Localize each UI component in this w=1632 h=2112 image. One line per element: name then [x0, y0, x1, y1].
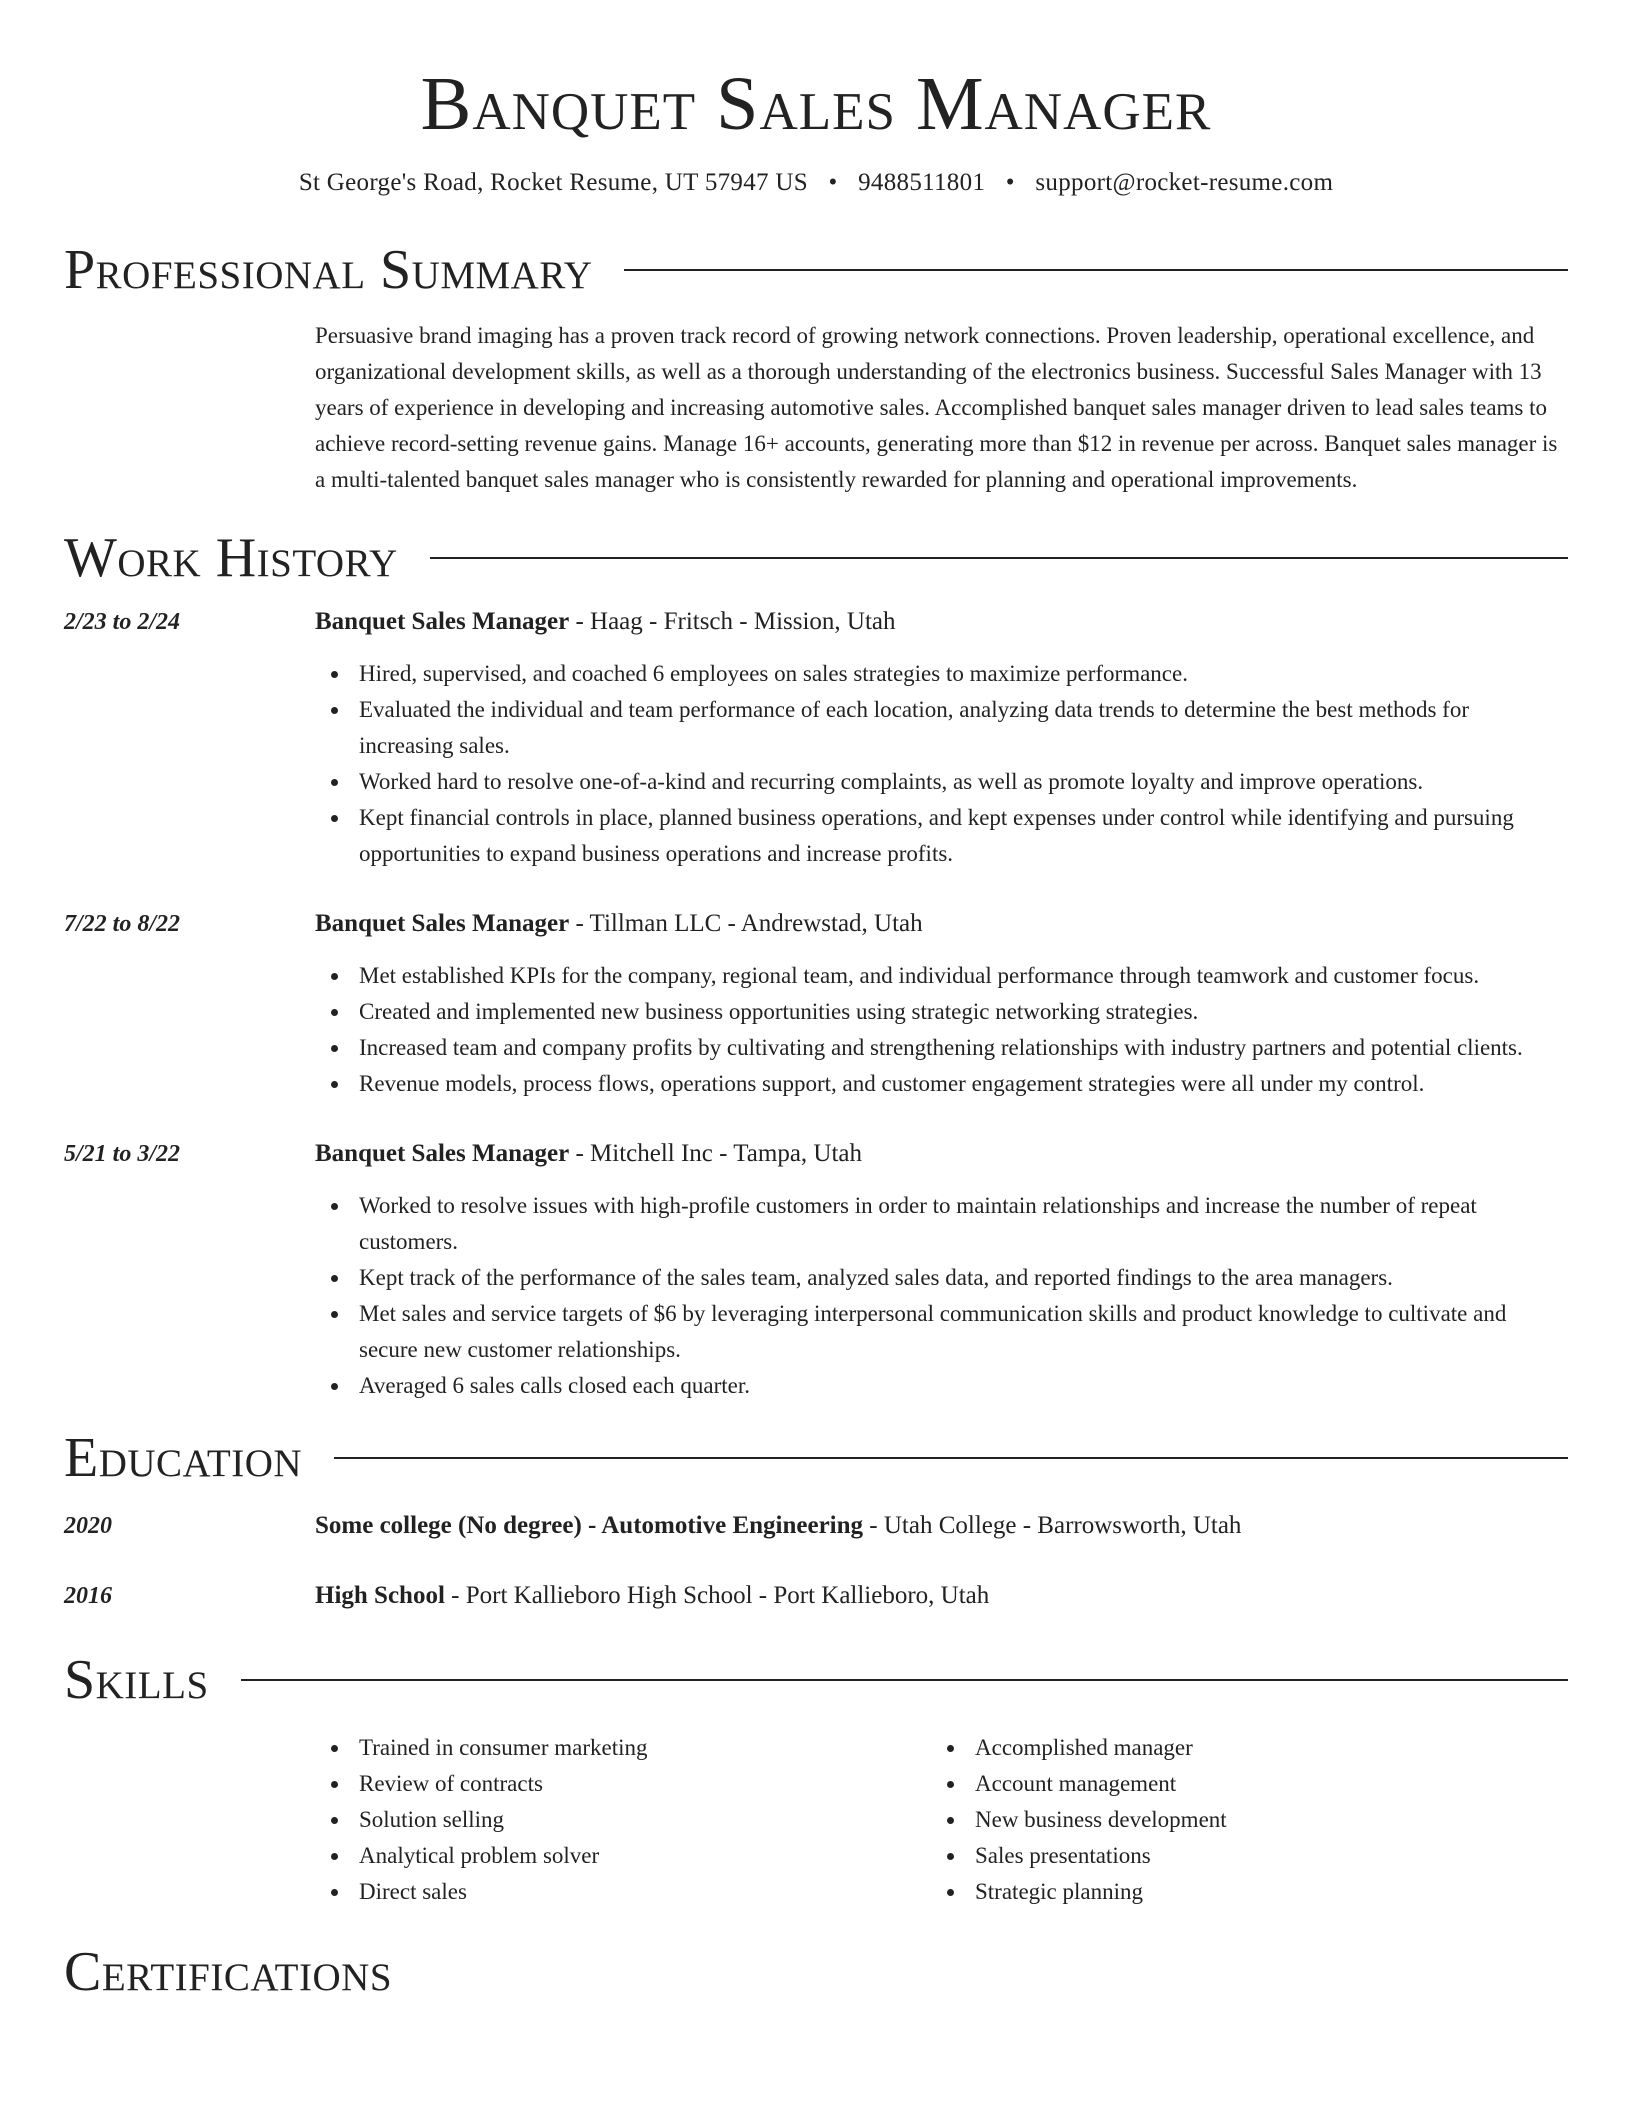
job-entry	[64, 906, 1568, 1102]
skill-item: Account management	[931, 1766, 1547, 1802]
contact-email: support@rocket-resume.com	[1035, 169, 1334, 196]
job-entry	[64, 1136, 1568, 1404]
job-bullet: Created and implemented new business opportunities using strategic networking strategies.	[315, 994, 1568, 1030]
job-bullet: Kept financial controls in place, planned business operations, and kept expenses under control while identifying and pursuing opportunities to expand business operations and increase profits.	[315, 800, 1568, 872]
education-line	[315, 1508, 1241, 1544]
job-title-line	[315, 604, 1568, 640]
skill-item: Sales presentations	[931, 1838, 1547, 1874]
contact-separator: •	[828, 169, 838, 196]
skill-item: Strategic planning	[931, 1874, 1547, 1910]
section-divider	[241, 1679, 1568, 1681]
job-role: Banquet Sales Manager	[315, 1140, 570, 1167]
contact-address: St George's Road, Rocket Resume, UT 57947 US	[298, 169, 808, 196]
job-bullet: Met sales and service targets of $6 by leveraging interpersonal communication skills and product knowledge to cultivate and secure new customer relationships.	[315, 1296, 1568, 1368]
education-entry	[64, 1508, 1568, 1544]
summary-section	[64, 238, 1568, 498]
work-history-section	[64, 526, 1568, 1404]
education-entry	[64, 1578, 1568, 1614]
job-title-line	[315, 906, 1568, 942]
section-header	[64, 1648, 1568, 1712]
job-bullets	[315, 1188, 1568, 1404]
education-year: 2020	[64, 1513, 112, 1539]
skill-item: Review of contracts	[315, 1766, 931, 1802]
job-bullet: Worked hard to resolve one-of-a-kind and recurring complaints, as well as promote loyalty and improve operations.	[315, 764, 1568, 800]
resume-page	[64, 0, 1568, 2004]
education-details: - Port Kallieboro High School - Port Kallieboro, Utah	[444, 1582, 990, 1609]
job-dates: 2/23 to 2/24	[64, 609, 181, 635]
job-bullet: Averaged 6 sales calls closed each quarter.	[315, 1368, 1568, 1404]
section-header	[64, 238, 1568, 302]
education-degree: High School	[315, 1582, 445, 1609]
job-bullets	[315, 958, 1568, 1102]
contact-phone: 9488511801	[858, 169, 986, 196]
job-details: - Mitchell Inc - Tampa, Utah	[569, 1140, 863, 1167]
job-dates: 5/21 to 3/22	[64, 1141, 181, 1167]
section-divider	[430, 557, 1568, 559]
job-title-line	[315, 1136, 1568, 1172]
skill-item: Trained in consumer marketing	[315, 1730, 931, 1766]
job-bullet: Met established KPIs for the company, regional team, and individual performance through teamwork and customer focus.	[315, 958, 1568, 994]
job-bullet: Worked to resolve issues with high-profile customers in order to maintain relationships and increase the number of repeat customers.	[315, 1188, 1568, 1260]
education-section	[64, 1426, 1568, 1614]
job-bullet: Revenue models, process flows, operations support, and customer engagement strategies were all under my control.	[315, 1066, 1568, 1102]
work-history-title: Work History	[64, 527, 398, 589]
skill-item: Direct sales	[315, 1874, 931, 1910]
job-body	[315, 1136, 1568, 1404]
job-role: Banquet Sales Manager	[315, 608, 570, 635]
job-body	[315, 604, 1568, 872]
job-entry	[64, 604, 1568, 872]
education-year: 2016	[64, 1583, 112, 1609]
certifications-section	[64, 1940, 1568, 2004]
resume-name: Banquet Sales Manager	[420, 62, 1212, 146]
skill-item: Analytical problem solver	[315, 1838, 931, 1874]
skills-column-left	[315, 1730, 931, 1910]
skills-column-right	[931, 1730, 1547, 1910]
education-title: Education	[64, 1427, 303, 1489]
section-header	[64, 1426, 1568, 1490]
certifications-title: Certifications	[64, 1941, 393, 2003]
section-divider	[624, 269, 1568, 271]
skills-section	[64, 1648, 1568, 1910]
job-bullet: Evaluated the individual and team performance of each location, analyzing data trends to determine the best methods for increasing sales.	[315, 692, 1568, 764]
section-header	[64, 526, 1568, 590]
education-details: - Utah College - Barrowsworth, Utah	[863, 1512, 1242, 1539]
contact-line	[64, 166, 1568, 200]
skills-columns	[315, 1730, 1568, 1910]
section-header	[64, 1940, 1568, 2004]
education-line	[315, 1578, 989, 1614]
section-divider	[334, 1457, 1568, 1459]
job-role: Banquet Sales Manager	[315, 910, 570, 937]
job-details: - Tillman LLC - Andrewstad, Utah	[569, 910, 923, 937]
job-bullets	[315, 656, 1568, 872]
skill-item: New business development	[931, 1802, 1547, 1838]
summary-text: Persuasive brand imaging has a proven track record of growing network connections. Proven leadership, operational excellence, and organizational development skills, as well as a thorough understanding of the electronics business. Successful Sales Manager with 13 years of experience in developing and increasing automotive sales. Accomplished banquet sales manager driven to lead sales teams to achieve record-setting revenue gains. Manage 16+ accounts, generating more than $12 in revenue per across. Banquet sales manager is a multi-talented banquet sales manager who is consistently rewarded for planning and operational improvements.	[315, 323, 1558, 492]
summary-title: Professional Summary	[64, 239, 593, 301]
job-details: - Haag - Fritsch - Mission, Utah	[569, 608, 896, 635]
skills-title: Skills	[64, 1649, 209, 1711]
job-bullet: Increased team and company profits by cultivating and strengthening relationships with industry partners and potential clients.	[315, 1030, 1568, 1066]
skill-item: Solution selling	[315, 1802, 931, 1838]
job-body	[315, 906, 1568, 1102]
education-degree: Some college (No degree) - Automotive Engineering	[315, 1512, 864, 1539]
job-bullet: Hired, supervised, and coached 6 employees on sales strategies to maximize performance.	[315, 656, 1568, 692]
job-bullet: Kept track of the performance of the sales team, analyzed sales data, and reported findings to the area managers.	[315, 1260, 1568, 1296]
skill-item: Accomplished manager	[931, 1730, 1547, 1766]
contact-separator: •	[1005, 169, 1015, 196]
job-dates: 7/22 to 8/22	[64, 911, 181, 937]
